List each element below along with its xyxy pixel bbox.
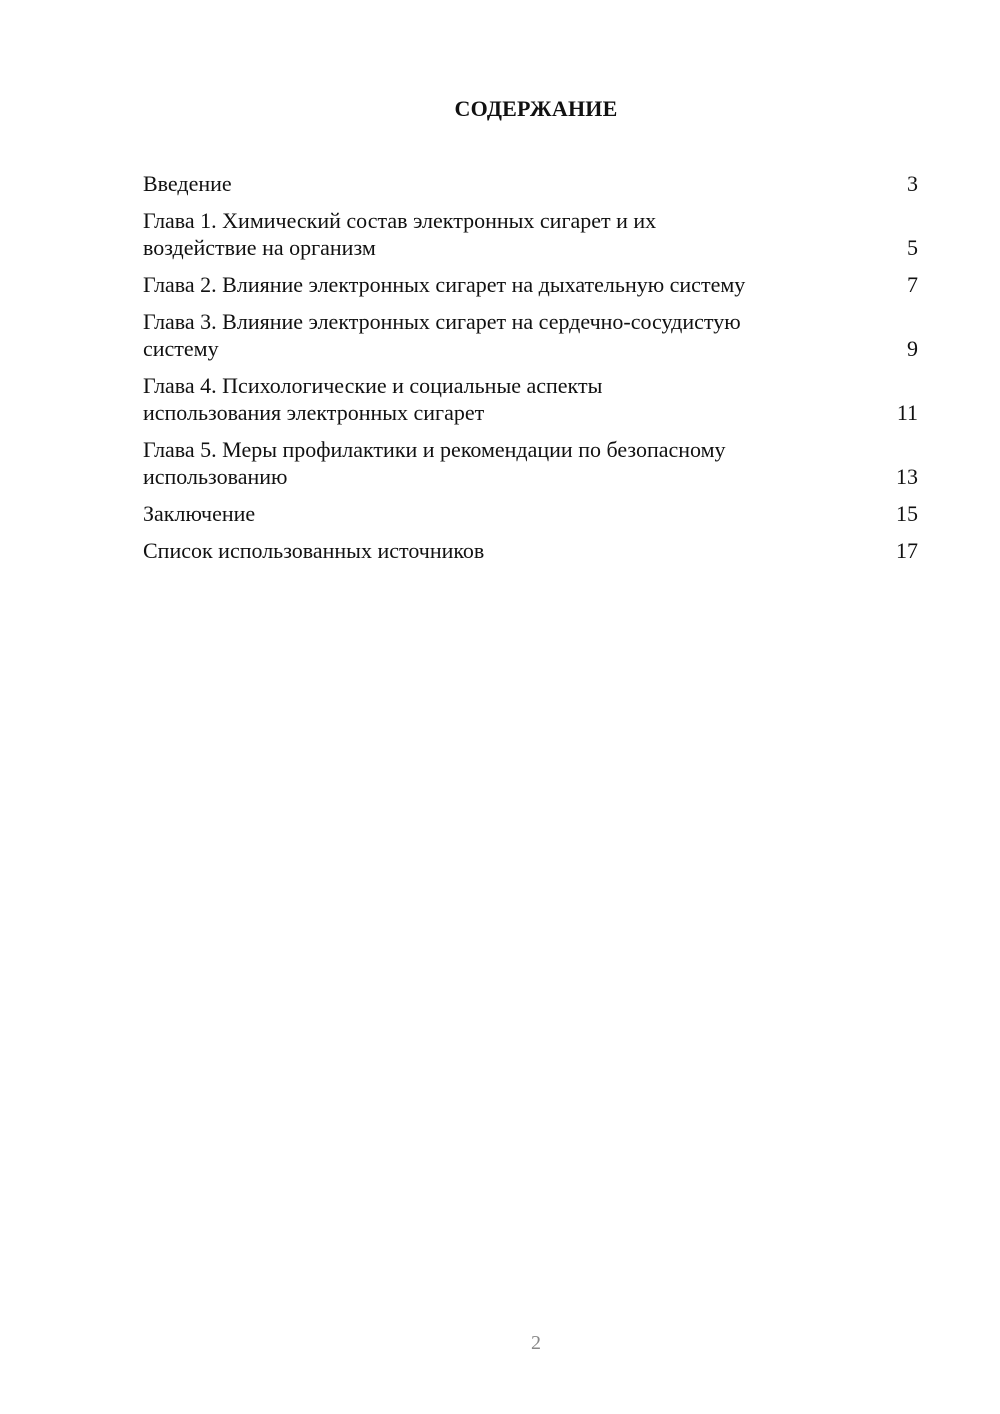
toc-entry-chapter-4[interactable] bbox=[143, 372, 918, 426]
toc-entry-text: Глава 3. Влияние электронных сигарет на сердечно-сосудистую bbox=[143, 309, 741, 334]
page-number: 2 bbox=[531, 1332, 541, 1354]
toc-entry-text: Список использованных источников bbox=[143, 538, 485, 563]
toc-entry-chapter-5[interactable] bbox=[143, 436, 918, 490]
toc-entry-page: 17 bbox=[896, 538, 918, 563]
toc-entry-page: 3 bbox=[907, 171, 918, 196]
toc-title: СОДЕРЖАНИЕ bbox=[454, 96, 618, 121]
toc-entry-text: использованию bbox=[143, 464, 288, 489]
toc-entry-page: 7 bbox=[907, 272, 918, 297]
toc-entry-page: 9 bbox=[907, 336, 918, 361]
toc-entry-page: 15 bbox=[896, 501, 918, 526]
toc-entry-text: Глава 2. Влияние электронных сигарет на дыхательную систему bbox=[143, 272, 746, 297]
toc-entry-text: воздействие на организм bbox=[143, 235, 376, 260]
toc-entry-page: 11 bbox=[896, 400, 918, 425]
toc-entry-page: 5 bbox=[907, 235, 918, 260]
toc-entry-page: 13 bbox=[896, 464, 918, 489]
toc-entry-chapter-1[interactable] bbox=[143, 207, 918, 261]
toc-entry-text: Заключение bbox=[143, 501, 256, 526]
toc-entry-introduction[interactable] bbox=[143, 170, 918, 197]
toc-entry-references[interactable] bbox=[143, 537, 918, 564]
toc-entry-chapter-2[interactable] bbox=[143, 271, 918, 298]
toc-entry-text: использования электронных сигарет bbox=[143, 400, 485, 425]
toc-entry-text: Глава 1. Химический состав электронных сигарет и их bbox=[143, 208, 657, 233]
toc-entry-conclusion[interactable] bbox=[143, 500, 918, 527]
toc-entry-text: Глава 5. Меры профилактики и рекомендации по безопасному bbox=[143, 437, 726, 462]
toc-entry-text: Глава 4. Психологические и социальные аспекты bbox=[143, 373, 603, 398]
table-of-contents bbox=[143, 170, 918, 574]
toc-entry-chapter-3[interactable] bbox=[143, 308, 918, 362]
toc-entry-text: Введение bbox=[143, 171, 232, 196]
toc-entry-text: систему bbox=[143, 336, 219, 361]
